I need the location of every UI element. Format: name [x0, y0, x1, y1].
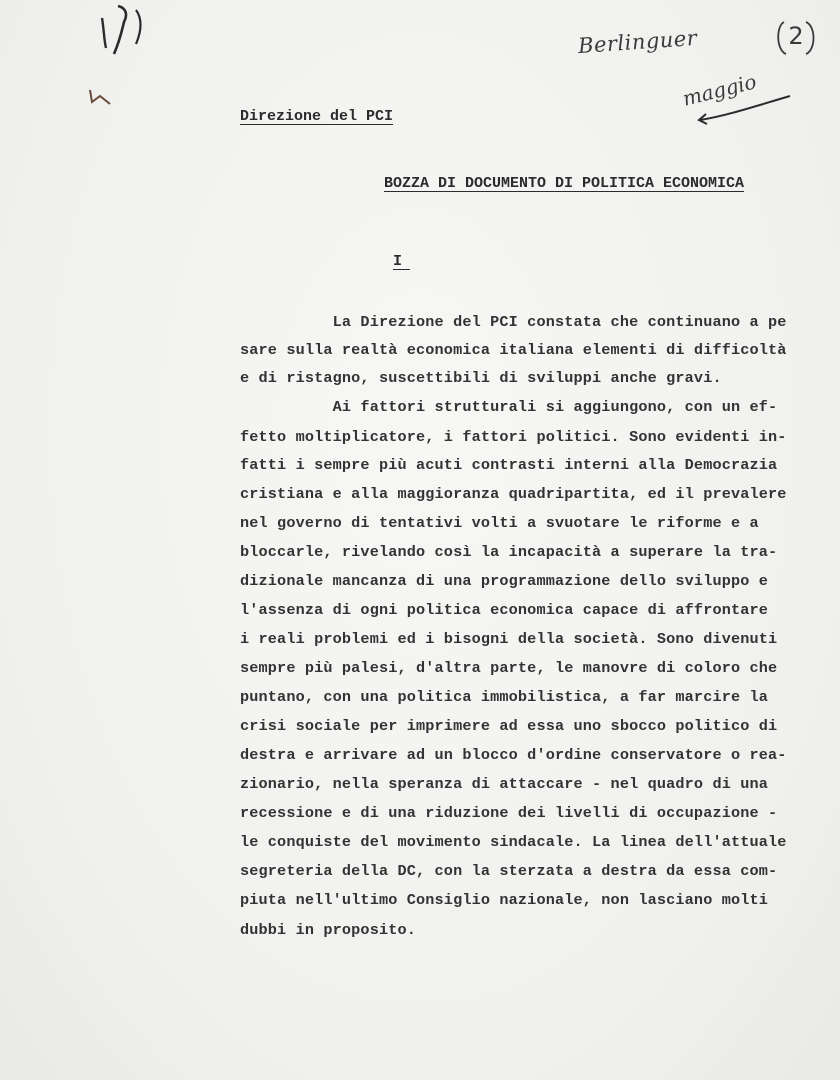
text-line: le conquiste del movimento sindacale. La linea dell'attuale	[240, 833, 787, 851]
text-line: recessione e di una riduzione dei livelli di occupazione -	[240, 804, 778, 822]
text-line: sempre più palesi, d'altra parte, le manovre di coloro che	[240, 659, 778, 677]
text-line: zionario, nella speranza di attaccare - nel quadro di una	[240, 775, 769, 793]
text-line: e di ristagno, suscettibili di sviluppi anche gravi.	[240, 369, 722, 387]
text-line: segreteria della DC, con la sterzata a destra da essa com-	[240, 862, 778, 880]
text-line: l'assenza di ogni politica economica capace di affrontare	[240, 601, 769, 619]
text-line: sare sulla realtà economica italiana elementi di difficoltà	[240, 341, 787, 359]
text-line: fatti i sempre più acuti contrasti interni alla Democrazia	[240, 456, 778, 474]
handwritten-tick-icon	[86, 86, 116, 110]
text-line: crisi sociale per imprimere ad essa uno sbocco politico di	[240, 717, 778, 735]
section-number: I	[393, 253, 411, 270]
page-number	[774, 18, 818, 58]
text-line: La Direzione del PCI constata che continuano a pe	[240, 313, 787, 331]
handwritten-month: maggio	[680, 69, 759, 111]
handwritten-arrow-icon	[696, 92, 796, 132]
document-title: BOZZA DI DOCUMENTO DI POLITICA ECONOMICA	[384, 175, 745, 192]
text-line: Ai fattori strutturali si aggiungono, con un ef-	[240, 398, 778, 416]
text-line: dizionale mancanza di una programmazione dello sviluppo e	[240, 572, 769, 590]
text-line: bloccarle, rivelando così la incapacità a superare la tra-	[240, 543, 778, 561]
text-line: piuta nell'ultimo Consiglio nazionale, non lasciano molti	[240, 891, 769, 909]
text-line: i reali problemi ed i bisogni della società. Sono divenuti	[240, 630, 778, 648]
text-line: cristiana e alla maggioranza quadripartita, ed il prevalere	[240, 485, 787, 503]
text-line: dubbi in proposito.	[240, 921, 417, 939]
text-line: destra e arrivare ad un blocco d'ordine conservatore o rea-	[240, 746, 787, 764]
text-line: nel governo di tentativi volti a svuotare le riforme e a	[240, 514, 759, 532]
text-line: fetto moltiplicatore, i fattori politici. Sono evidenti in-	[240, 428, 787, 446]
document-header: Direzione del PCI	[240, 108, 394, 125]
page-number-text: 2	[788, 22, 804, 50]
handwritten-name: Berlinguer	[577, 25, 698, 59]
text-line: puntano, con una politica immobilistica, a far marcire la	[240, 688, 769, 706]
handwritten-mark-icon	[96, 0, 156, 60]
